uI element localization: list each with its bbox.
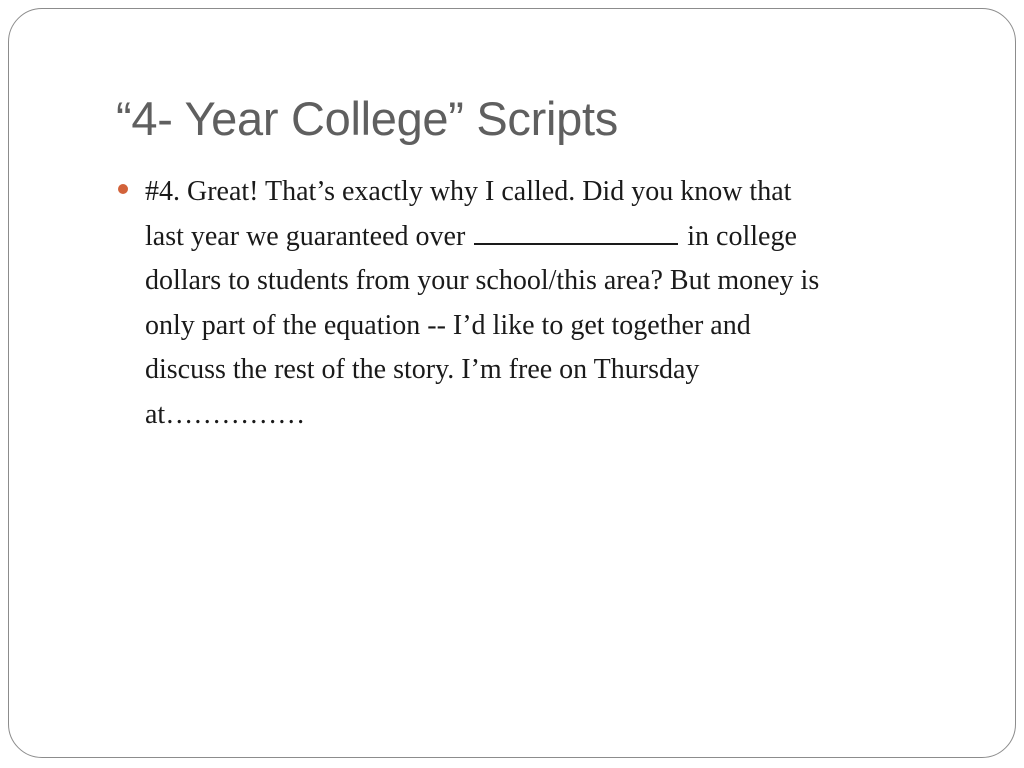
bullet-line-3: dollars to students from your school/this area? But money is: [145, 265, 820, 296]
slide: [8, 8, 1016, 758]
fill-in-blank: [474, 217, 678, 245]
bullet-item: [115, 170, 935, 437]
bullet-line-5: discuss the rest of the story. I’m free on Thursday: [145, 354, 700, 385]
bullet-text: [145, 170, 935, 437]
bullet-line-6: at……………: [145, 398, 306, 430]
bullet-line-2-start: last year we guaranteed over: [145, 220, 473, 252]
bullet-dot-icon: [118, 184, 128, 194]
bullet-line-4: only part of the equation -- I’d like to get together and: [145, 309, 751, 341]
bullet-line-2-end: in college: [680, 220, 797, 252]
bullet-line-1: #4. Great! That’s exactly why I called. Did you know that: [145, 176, 792, 207]
slide-body: [115, 170, 935, 437]
slide-title: “4- Year College” Scripts: [116, 92, 618, 145]
